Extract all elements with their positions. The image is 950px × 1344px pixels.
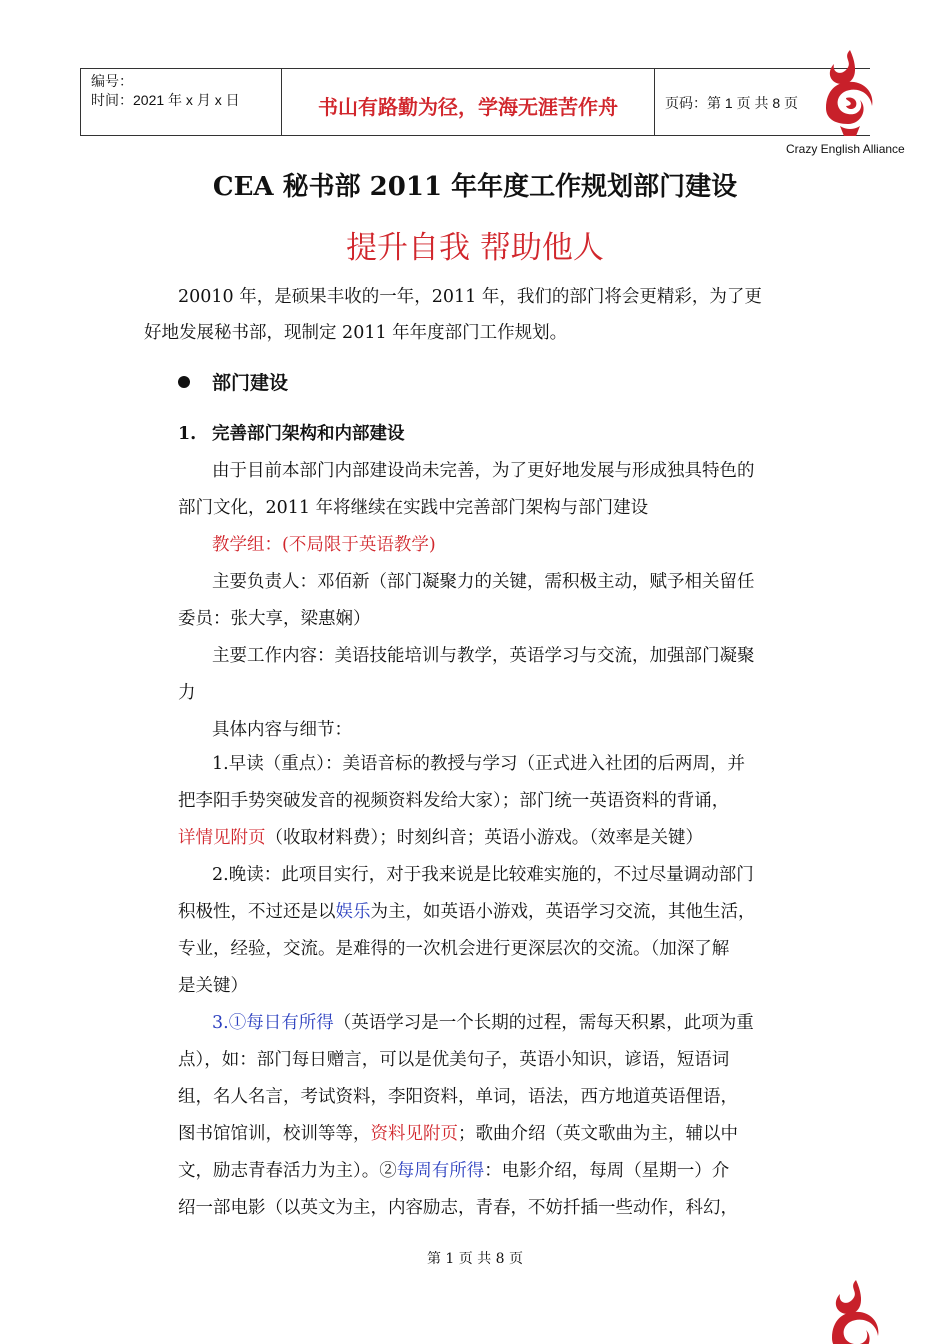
- evening-line-2: [178, 901, 756, 923]
- evening-line-1: 2.晚读：此项目实行，对于我来说是比较难实施的，不过尽量调动部门: [212, 865, 754, 885]
- morning-line-3-rest: （收取材料费）；时刻纠音；英语小游戏。（效率是关键）: [265, 828, 703, 848]
- evening-line-2-end: 为主，如英语小游戏，英语学习交流，其他生活，: [370, 902, 756, 922]
- morning-line-3: [178, 827, 703, 849]
- daily-line-5-end: ：电影介绍，每周（星期一）介: [484, 1161, 730, 1181]
- flame-logo-icon: [820, 48, 878, 136]
- teaching-group-label: 教学组：(不局限于英语教学): [212, 535, 436, 555]
- para1-line-2: 部门文化，2011 年将继续在实践中完善部门架构与部门建设: [178, 498, 649, 518]
- bullet-dot-icon: [178, 376, 190, 388]
- header-motto-cell: [282, 69, 655, 135]
- intro-line-1: 20010 年，是硕果丰收的一年，2011 年，我们的部门将会更精彩，为了更: [178, 287, 762, 307]
- work-line-1: 主要工作内容：美语技能培训与教学，英语学习与交流，加强部门凝聚: [212, 646, 755, 666]
- daily-line-3: 组，名人名言，考试资料，李阳资料，单词，语法，西方地道英语俚语，: [178, 1087, 738, 1107]
- lead-line-2: 委员：张大享，梁惠娴）: [178, 609, 371, 629]
- motto: 书山有路勤为径，学海无涯苦作舟: [318, 95, 618, 119]
- work-line-2: 力: [178, 683, 196, 703]
- evening-line-3: 专业，经验，交流。是难得的一次机会进行更深层次的交流。（加深了解: [178, 939, 730, 959]
- time-label: 时间：2021 年 x 月 x 日: [91, 92, 240, 108]
- section-heading: 部门建设: [212, 372, 289, 394]
- number-label: 编号：: [91, 73, 133, 89]
- evening-line-4: 是关键）: [178, 976, 248, 996]
- item1-title: 完善部门架构和内部建设: [212, 424, 405, 444]
- item1-number: 1.: [178, 424, 197, 444]
- header-table: [80, 68, 870, 136]
- daily-line-1: [212, 1012, 754, 1034]
- brand-name: Crazy English Alliance: [786, 142, 905, 156]
- document-subtitle: 提升自我 帮助他人: [346, 230, 604, 266]
- daily-line-4-end: ；歌曲介绍（英文歌曲为主，辅以中: [458, 1124, 738, 1144]
- document-title: CEA 秘书部 2011 年年度工作规划部门建设: [212, 172, 738, 202]
- appendix-reference: 详情见附页: [178, 828, 266, 848]
- daily-line-1-rest: （英语学习是一个长期的过程，需每天积累，此项为重: [333, 1013, 754, 1033]
- details-label: 具体内容与细节：: [212, 720, 352, 740]
- flame-logo-bottom-icon: [826, 1278, 884, 1344]
- para1-line-1: 由于目前本部门内部建设尚未完善，为了更好地发展与形成独具特色的: [212, 461, 755, 481]
- daily-line-5: [178, 1160, 729, 1182]
- intro-line-2: 好地发展秘书部，现制定 2011 年年度部门工作规划。: [144, 323, 568, 343]
- evening-line-2-start: 积极性，不过还是以: [178, 902, 336, 922]
- daily-line-4-start: 图书馆馆训，校训等等，: [178, 1124, 371, 1144]
- weekly-gain-highlight: 每周有所得: [396, 1161, 485, 1181]
- page-footer: 第 1 页 共 8 页: [426, 1251, 524, 1267]
- daily-line-4: [178, 1123, 738, 1145]
- daily-line-6: 绍一部电影（以英文为主，内容励志，青春，不妨扦插一些动作，科幻，: [178, 1198, 738, 1218]
- morning-line-1: 1.早读（重点）：美语音标的教授与学习（正式进入社团的后两周，并: [212, 754, 745, 774]
- materials-reference: 资料见附页: [370, 1124, 458, 1144]
- entertainment-highlight: 娱乐: [335, 902, 371, 922]
- lead-line-1: 主要负责人：邓佰新（部门凝聚力的关键，需积极主动，赋予相关留任: [212, 572, 755, 592]
- daily-line-5-start: 文，励志青春活力为主）。②: [178, 1161, 397, 1181]
- page-info: 页码：第 1 页 共 8 页: [665, 95, 799, 111]
- morning-line-2: 把李阳手势突破发音的视频资料发给大家）；部门统一英语资料的背诵，: [178, 791, 730, 811]
- daily-line-2: 点），如：部门每日赠言，可以是优美句子，英语小知识，谚语，短语词: [178, 1050, 730, 1070]
- header-left-cell: [80, 69, 282, 135]
- daily-gain-highlight: 3.①每日有所得: [212, 1013, 334, 1033]
